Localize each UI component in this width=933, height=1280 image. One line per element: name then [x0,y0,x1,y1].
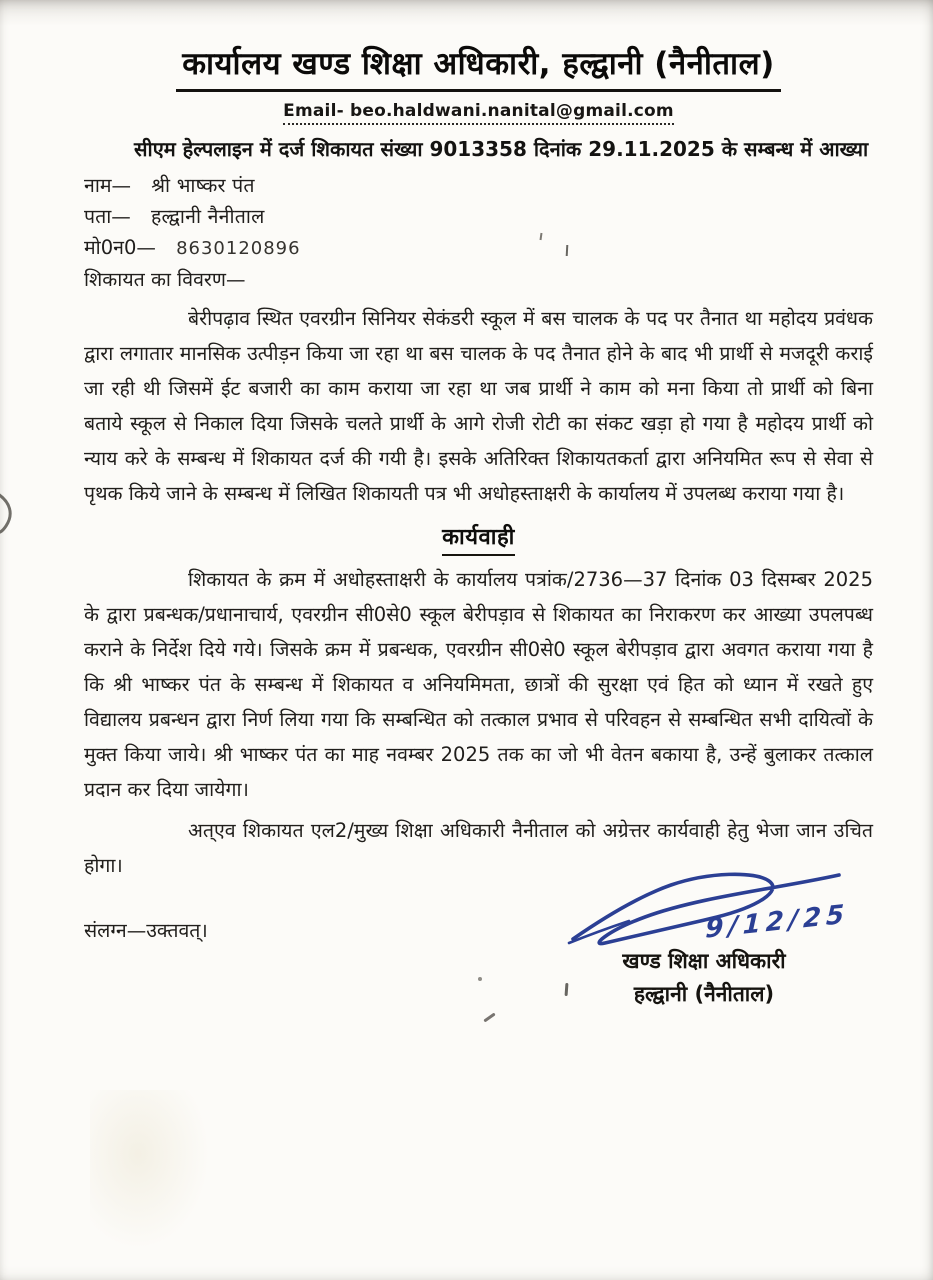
complainant-fields [84,170,873,295]
signer-office: हल्द्वानी (नैनीताल) [633,982,775,1006]
letterhead [84,38,873,92]
mobile-row [84,232,873,264]
enclosure-line: संलग्न—उक्तवत्। [84,919,208,942]
conclusion-paragraph: अत्एव शिकायत एल2/मुख्य शिक्षा अधिकारी नैनीताल को अग्रेत्तर कार्यवाही हेतु भेजा जान उचित होगा। [84,819,873,877]
scan-artifact-edge-hook [0,492,18,540]
action-paragraph: शिकायत के क्रम में अधोहस्ताक्षरी के कार्यालय पत्रांक/2736—37 दिनांक 03 दिसम्बर 2025 के द्वारा प्रबन्धक/प्रधानाचार्य, एवरग्रीन सी0से0 स्कूल बेरीपड़ाव से शिकायत का निराकरण कर आख्या उपलपब्ध कराने के निर्देश दिये गये। जिसके क्रम में प्रबन्धक, एवरग्रीन सी0से0 स्कूल बेरीपड़ाव द्वारा अवगत कराया गया है कि श्री भाष्कर पंत के सम्बन्ध में शिकायत व अनियमिमता, छात्रों की सुरक्षा एवं हित को ध्यान में रखते हुए विद्यालय प्रबन्धन द्वारा निर्ण लिया गया कि सम्बन्धित को तत्काल प्रभाव से परिवहन से सम्बन्धित सभी दायित्वों के मुक्त किया जाये। श्री भाष्कर पंत का माह नवम्बर 2025 तक का जो भी वेतन बकाया है, उन्हें बुलाकर तत्काल प्रदान कर दिया जायेगा। [84,568,873,801]
mobile-label: मो0न0— [84,236,156,259]
scan-artifact-smudge [90,1090,210,1250]
address-value: हल्द्वानी नैनीताल [150,205,265,228]
office-title: कार्यालय खण्ड शिक्षा अधिकारी, हल्द्वानी (नैनीताल) [176,42,781,92]
signer-designation: खण्ड शिक्षा अधिकारी [622,949,786,973]
action-heading-text: कार्यवाही [442,521,515,556]
subject-line: सीएम हेल्पलाइन में दर्ज शिकायत संख्या 9013358 दिनांक 29.11.2025 के सम्बन्ध में आख्या [134,137,869,161]
office-email: Email- beo.haldwani.nanital@gmail.com [283,101,674,125]
scan-artifact-slash [483,1013,495,1023]
complaint-paragraph: बेरीपढ़ाव स्थित एवरग्रीन सिनियर सेकंडरी स्कूल में बस चालक के पद पर तैनात था महोदय प्रवंधक द्वारा लगातार मानसिक उत्पीड़न किया जा रहा था बस चालक के पद तैनात होने के बाद भी प्रार्थी से मजदूरी कराई जा रही थी जिसमें ईट बजारी का काम कराया जा रहा था जब प्रार्थी ने काम को मना किया तो प्रार्थी को बिना बताये स्कूल से निकाल दिया जिसके चलते प्रार्थी के आगे रोजी रोटी का संकट खड़ा हो गया है महोदय प्रार्थी को न्याय करे के सम्बन्ध में शिकायत दर्ज की गयी है। इसके अतिरिक्त शिकायतकर्ता द्वारा अनियमित रूप से सेवा से पृथक किये जाने के सम्बन्ध में लिखित शिकायती पत्र भी अधोहस्ताक्षरी के कार्यालय में उपलब्ध कराया गया है। [84,307,873,505]
action-heading [84,521,873,556]
email-line [84,101,873,125]
closing-row [84,887,873,1011]
details-label: शिकायत का विवरण— [84,268,246,291]
name-value: श्री भाष्कर पंत [151,174,255,197]
name-label: नाम— [84,174,132,197]
name-row [84,170,873,201]
signature-block [549,869,859,1011]
signature-date: 9/12/25 [704,899,850,945]
address-label: पता— [84,205,131,228]
details-label-row [84,264,873,295]
mobile-value: 8630120896 [176,238,301,259]
address-row [84,201,873,232]
